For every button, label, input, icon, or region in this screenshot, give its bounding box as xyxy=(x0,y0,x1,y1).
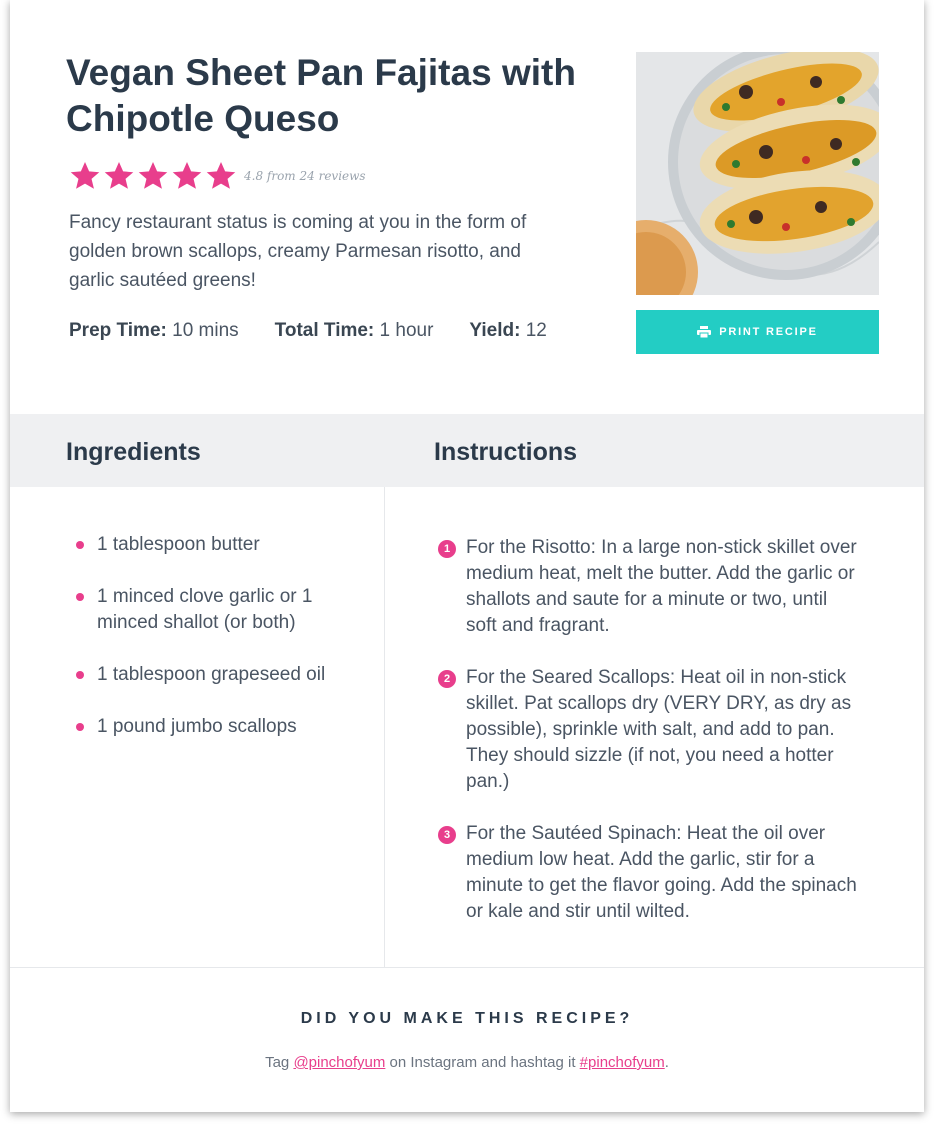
ingredient-item xyxy=(66,714,366,740)
recipe-photo xyxy=(636,52,879,295)
prep-time xyxy=(69,320,239,342)
ingredients-heading: Ingredients xyxy=(66,438,201,466)
yield-value: 12 xyxy=(525,320,547,341)
instruction-step xyxy=(438,821,858,925)
recipe-title: Vegan Sheet Pan Fajitas with Chipotle Queso xyxy=(66,52,576,139)
print-recipe-label: PRINT RECIPE xyxy=(719,326,818,338)
instruction-step xyxy=(438,665,858,795)
step-number-badge: 3 xyxy=(438,826,456,844)
cta-heading: DID YOU MAKE THIS RECIPE? xyxy=(300,1010,634,1027)
yield-label: Yield: xyxy=(469,320,521,341)
recipe-card xyxy=(10,0,924,1112)
total-time-value: 1 hour xyxy=(379,320,434,341)
hashtag-link[interactable]: #pinchofyum xyxy=(579,1054,665,1071)
yield xyxy=(469,320,546,342)
instruction-step xyxy=(438,535,858,639)
rating-summary: 4.8 from 24 reviews xyxy=(244,169,366,183)
instruction-text: For the Sautéed Spinach: Heat the oil over medium low heat. Add the garlic, stir for a minute to get the flavor going. Add the spinach or kale and stir until wilted. xyxy=(466,823,857,922)
star-rating[interactable] xyxy=(68,160,238,192)
rating xyxy=(68,160,366,192)
ingredient-text: 1 tablespoon grapeseed oil xyxy=(97,664,326,685)
star-icon[interactable] xyxy=(204,160,238,192)
instruction-text: For the Risotto: In a large non-stick skillet over medium heat, melt the butter. Add the garlic or shallots and saute for a minute or two, until soft and fragrant. xyxy=(466,537,857,636)
footer-divider xyxy=(10,967,924,968)
bullet-icon xyxy=(76,541,84,549)
cta-text-part: . xyxy=(664,1054,669,1071)
prep-time-label: Prep Time: xyxy=(69,320,167,341)
prep-time-value: 10 mins xyxy=(172,320,239,341)
ingredient-item xyxy=(66,662,366,688)
cta-text-part: on Instagram and hashtag it xyxy=(385,1054,580,1071)
ingredient-item xyxy=(66,532,366,558)
print-recipe-button[interactable] xyxy=(636,310,879,354)
ingredients-list xyxy=(66,532,366,766)
cta-text xyxy=(10,1054,924,1071)
recipe-meta xyxy=(69,320,583,342)
printer-icon xyxy=(697,326,711,338)
ingredient-text: 1 tablespoon butter xyxy=(97,534,260,555)
instruction-text: For the Seared Scallops: Heat oil in non-stick skillet. Pat scallops dry (VERY DRY, as dry as possible), sprinkle with salt, and add to pan. They should sizzle (if not, you need a hotter pan.) xyxy=(466,667,852,792)
star-icon[interactable] xyxy=(68,160,102,192)
instructions-heading: Instructions xyxy=(434,438,578,466)
ingredient-text: 1 minced clove garlic or 1 minced shallot (or both) xyxy=(97,586,313,633)
bullet-icon xyxy=(76,671,84,679)
star-icon[interactable] xyxy=(170,160,204,192)
instagram-handle-link[interactable]: @pinchofyum xyxy=(293,1054,386,1071)
recipe-description: Fancy restaurant status is coming at you in the form of golden brown scallops, creamy Parmesan risotto, and garlic sautéed greens! xyxy=(69,212,527,291)
bullet-icon xyxy=(76,593,84,601)
cta-text-part: Tag xyxy=(265,1054,294,1071)
ingredient-text: 1 pound jumbo scallops xyxy=(97,716,297,737)
star-icon[interactable] xyxy=(136,160,170,192)
step-number-badge: 2 xyxy=(438,670,456,688)
total-time xyxy=(275,320,434,342)
total-time-label: Total Time: xyxy=(274,320,375,341)
ingredient-item xyxy=(66,584,366,636)
star-icon[interactable] xyxy=(102,160,136,192)
step-number-badge: 1 xyxy=(438,540,456,558)
bullet-icon xyxy=(76,723,84,731)
instructions-list xyxy=(438,535,858,951)
column-divider xyxy=(384,487,385,967)
